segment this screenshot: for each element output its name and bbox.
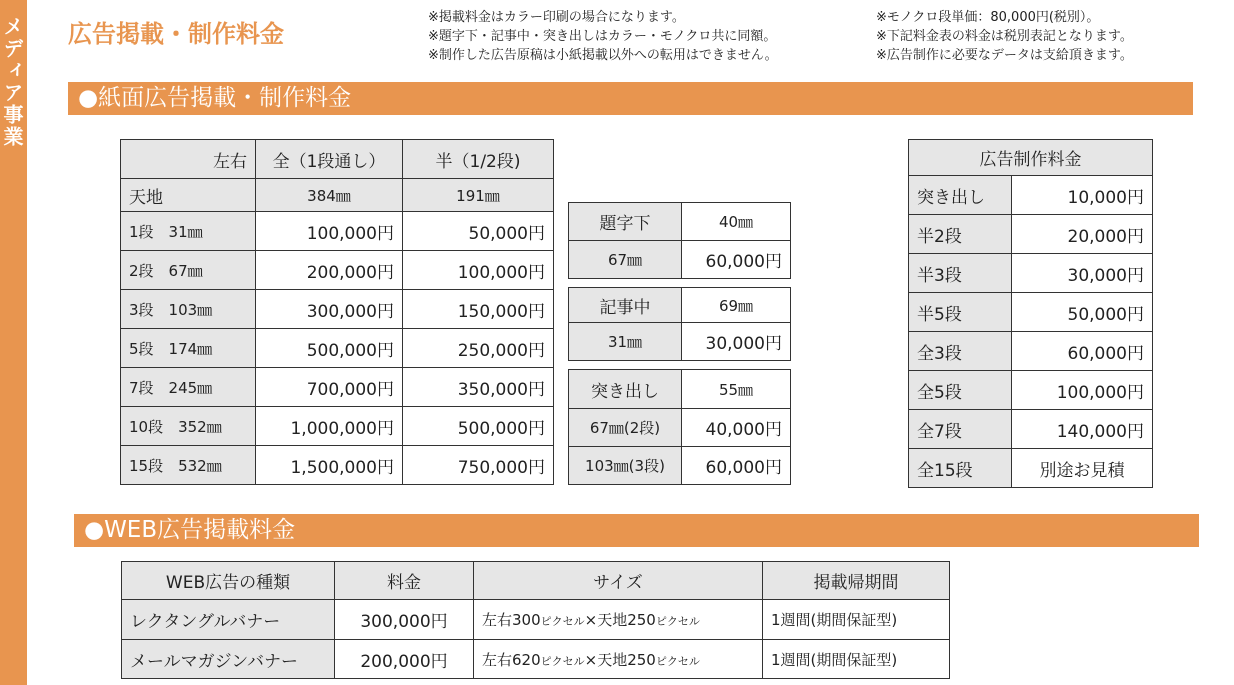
row-label: 半2段 <box>909 215 1012 254</box>
row-label: 突き出し <box>909 176 1012 215</box>
full-price: 300,000円 <box>256 290 403 329</box>
row-label: 1段 31㎜ <box>121 212 256 251</box>
col-full-header: 全（1段通し） <box>256 140 403 179</box>
times-sign: × <box>584 611 598 629</box>
row-price: 別途お見積 <box>1012 449 1153 488</box>
half-price: 250,000円 <box>403 329 554 368</box>
row-label: 全7段 <box>909 410 1012 449</box>
unit-pixel: ピクセル <box>540 654 585 668</box>
row-label: 全15段 <box>909 449 1012 488</box>
table-row <box>909 176 1153 215</box>
col-half-header: 半（1/2段) <box>403 140 554 179</box>
web-type: メールマガジンバナー <box>122 640 335 679</box>
full-price: 1,000,000円 <box>256 407 403 446</box>
table-row <box>569 447 791 485</box>
row-label: 3段 103㎜ <box>121 290 256 329</box>
tsukidashi-width: 55㎜ <box>682 370 791 409</box>
unit-pixel: ピクセル <box>540 615 585 628</box>
web-price: 300,000円 <box>335 600 474 640</box>
table-row <box>909 410 1153 449</box>
full-price: 700,000円 <box>256 368 403 407</box>
print-section-banner: ●紙面広告掲載・制作料金 <box>68 82 1193 115</box>
table-row <box>121 251 554 290</box>
row-price: 140,000円 <box>1012 410 1153 449</box>
row-price: 20,000円 <box>1012 215 1153 254</box>
half-price: 50,000円 <box>403 212 554 251</box>
page-title: 広告掲載・制作料金 <box>68 20 284 48</box>
table-row <box>909 215 1153 254</box>
size-width: 左右620 <box>482 650 541 669</box>
table-row <box>122 640 950 679</box>
note: ※掲載料金はカラー印刷の場合になります。 <box>428 10 685 25</box>
note: ※題字下・記事中・突き出しはカラー・モノクロ共に同額。 <box>428 29 777 44</box>
table-row <box>909 254 1153 293</box>
table-row <box>121 368 554 407</box>
table-row <box>121 290 554 329</box>
row-label: 15段 532㎜ <box>121 446 256 485</box>
table-row <box>121 329 554 368</box>
full-price: 500,000円 <box>256 329 403 368</box>
row-price: 60,000円 <box>1012 332 1153 371</box>
daiji-header: 題字下 <box>569 203 682 241</box>
row-price: 50,000円 <box>1012 293 1153 332</box>
row-price: 40,000円 <box>682 409 791 447</box>
web-period: 1週間(期間保証型) <box>763 640 950 679</box>
col-full-width: 384㎜ <box>256 179 403 212</box>
size-height: 天地250 <box>597 611 656 629</box>
row-label: 5段 174㎜ <box>121 329 256 368</box>
table-row <box>121 212 554 251</box>
row-label: 2段 67㎜ <box>121 251 256 290</box>
table-row <box>122 600 950 640</box>
tsukidashi-table <box>568 369 791 485</box>
row-label: 半5段 <box>909 293 1012 332</box>
row-label: 7段 245㎜ <box>121 368 256 407</box>
sidebar-label: メディア事業 <box>0 0 27 685</box>
table-row <box>909 449 1153 488</box>
note: ※広告制作に必要なデータは支給頂きます。 <box>876 48 1133 63</box>
kiji-width: 69㎜ <box>682 288 791 323</box>
table-row <box>909 293 1153 332</box>
size-width: 左右300 <box>482 611 541 629</box>
web-col-type: WEB広告の種類 <box>122 562 335 600</box>
daiji-width: 40㎜ <box>682 203 791 241</box>
table-row <box>121 446 554 485</box>
daiji-height: 67㎜ <box>569 241 682 279</box>
row-price: 60,000円 <box>682 447 791 485</box>
web-type: レクタングルバナー <box>122 600 335 640</box>
full-price: 200,000円 <box>256 251 403 290</box>
unit-pixel: ピクセル <box>655 654 700 668</box>
row-label: 全3段 <box>909 332 1012 371</box>
full-price: 1,500,000円 <box>256 446 403 485</box>
note: ※制作した広告原稿は小紙掲載以外への転用はできません。 <box>428 48 778 63</box>
row-label: 10段 352㎜ <box>121 407 256 446</box>
web-price: 200,000円 <box>335 640 474 679</box>
row-price: 100,000円 <box>1012 371 1153 410</box>
half-price: 500,000円 <box>403 407 554 446</box>
half-price: 350,000円 <box>403 368 554 407</box>
half-price: 150,000円 <box>403 290 554 329</box>
unit-pixel: ピクセル <box>655 615 700 628</box>
kiji-table <box>568 287 791 361</box>
corner-top: 左右 <box>121 140 256 179</box>
production-header: 広告制作料金 <box>909 140 1153 176</box>
half-price: 750,000円 <box>403 446 554 485</box>
table-row <box>909 371 1153 410</box>
row-price: 30,000円 <box>1012 254 1153 293</box>
half-price: 100,000円 <box>403 251 554 290</box>
row-label: 103㎜(3段) <box>569 447 682 485</box>
table-row <box>121 407 554 446</box>
row-label: 67㎜(2段) <box>569 409 682 447</box>
daiji-price: 60,000円 <box>682 241 791 279</box>
web-period: 1週間(期間保証型) <box>763 600 950 640</box>
times-sign: × <box>584 650 598 669</box>
note: ※モノクロ段単価：80,000円(税別）。 <box>876 10 1100 25</box>
kiji-header: 記事中 <box>569 288 682 323</box>
daiji-table <box>568 202 791 279</box>
size-height: 天地250 <box>597 650 656 669</box>
web-col-size: サイズ <box>474 562 763 600</box>
table-row <box>569 409 791 447</box>
table-row <box>909 332 1153 371</box>
web-size <box>474 640 763 679</box>
kiji-price: 30,000円 <box>682 323 791 361</box>
row-label: 全5段 <box>909 371 1012 410</box>
tsukidashi-header: 突き出し <box>569 370 682 409</box>
production-table <box>908 139 1153 488</box>
web-col-price: 料金 <box>335 562 474 600</box>
web-col-period: 掲載帰期間 <box>763 562 950 600</box>
row-price: 10,000円 <box>1012 176 1153 215</box>
web-price-table <box>121 561 950 679</box>
row-label: 半3段 <box>909 254 1012 293</box>
notes-left <box>428 8 778 65</box>
kiji-height: 31㎜ <box>569 323 682 361</box>
col-half-width: 191㎜ <box>403 179 554 212</box>
corner-bottom: 天地 <box>121 179 256 212</box>
full-price: 100,000円 <box>256 212 403 251</box>
notes-right <box>876 8 1133 65</box>
note: ※下記料金表の料金は税別表記となります。 <box>876 29 1133 44</box>
print-price-table <box>120 139 554 485</box>
web-section-banner: ●WEB広告掲載料金 <box>74 514 1199 547</box>
web-size <box>474 600 763 640</box>
